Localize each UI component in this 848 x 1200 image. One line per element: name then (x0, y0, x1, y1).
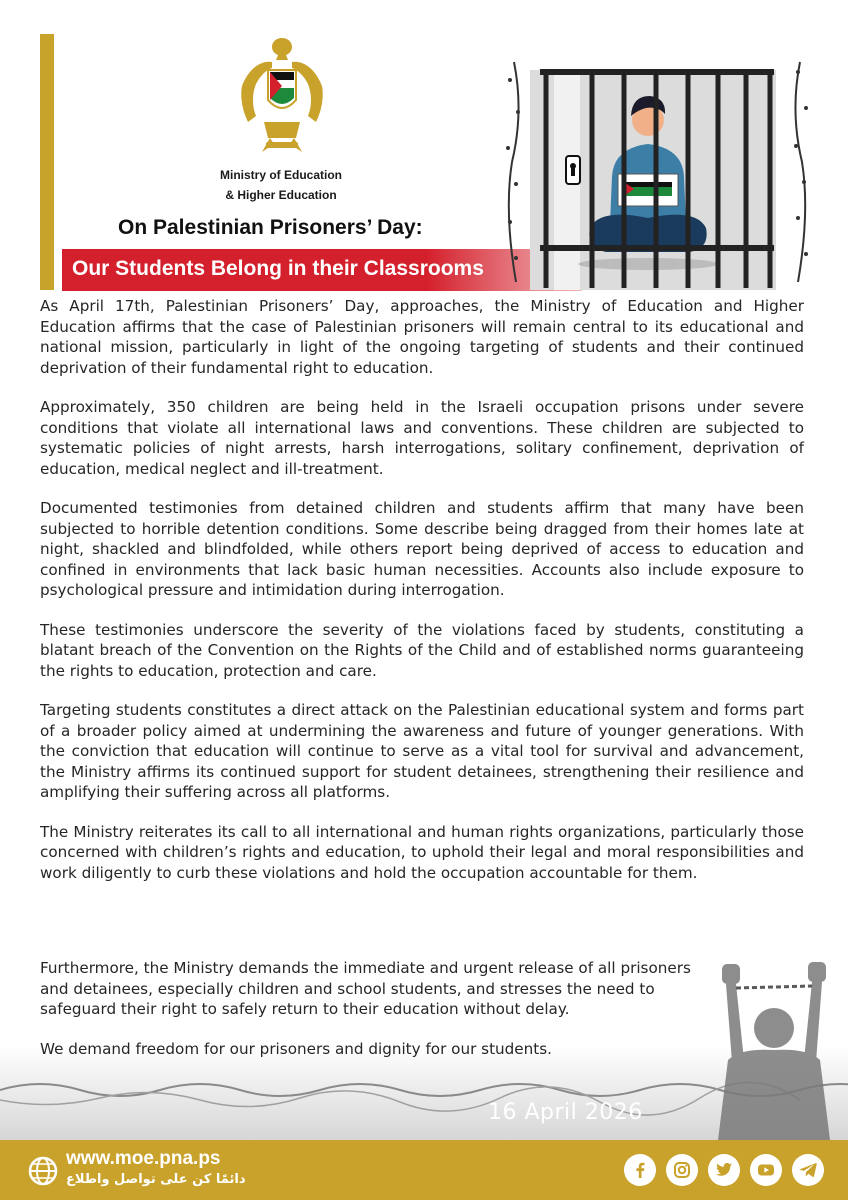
telegram-icon[interactable] (792, 1154, 824, 1186)
gold-accent-bar (40, 34, 54, 290)
paragraph-children-detained: Approximately, 350 children are being held in the Israeli occupation prisons under severe conditions that violate all international laws and conventions. These children are subjected to systematic policies of night arrests, harsh interrogations, solitary confinement, deprivation of education, medical neglect and ill-treatment. (40, 398, 804, 478)
headline: On Palestinian Prisoners’ Day: (118, 216, 423, 239)
paragraph-freedom: We demand freedom for our prisoners and dignity for our students. (40, 1039, 552, 1058)
banner-title: Our Students Belong in their Classrooms (72, 257, 484, 280)
paragraph-call-to-organizations: The Ministry reiterates its call to all international and human rights organizations, particularly those concerned with children’s rights and education, to uphold their legal and moral responsibilities and work diligently to curb these violations and hold the occupation accountable for them. (40, 822, 804, 882)
raised-fists-silhouette (700, 950, 848, 1140)
paragraph-release-demand: Furthermore, the Ministry demands the immediate and urgent release of all prisoners and detainees, especially children and school students, and stresses the need to safeguard their right to safely return to their education without delay. (40, 959, 691, 1018)
prison-cell-illustration (500, 52, 820, 292)
paragraph-targeting: Targeting students constitutes a direct attack on the Palestinian educational system and forms part of a broader policy aimed at undermining the awareness and future of younger generations. With the conviction that education will continue to serve as a vital tool for survival and advancement, the Ministry affirms its continued support for student detainees, strengthening their resilience and amplifying their suffering across all platforms. (40, 701, 804, 801)
website-link[interactable]: www.moe.pna.ps (66, 1148, 221, 1169)
social-links (624, 1154, 824, 1186)
instagram-icon[interactable] (666, 1154, 698, 1186)
paragraph-intro: As April 17th, Palestinian Prisoners’ Day, approaches, the Ministry of Education and Higher Education affirms that the case of Palestinian prisoners will remain central to its educational and national mission, particularly in light of the ongoing targeting of students and their continued deprivation of their fundamental right to education. (40, 297, 804, 377)
ministry-name-line2: & Higher Education (225, 188, 337, 202)
youtube-icon[interactable] (750, 1154, 782, 1186)
eagle-emblem-icon (232, 30, 332, 160)
closing-statement (40, 958, 708, 1078)
ministry-name (206, 165, 356, 205)
globe-icon (28, 1156, 58, 1186)
publication-date: 16 April 2026 (488, 1100, 643, 1125)
ministry-name-line1: Ministry of Education (219, 168, 342, 182)
twitter-icon[interactable] (708, 1154, 740, 1186)
facebook-icon[interactable] (624, 1154, 656, 1186)
footer-slogan: دائمًا كن على تواصل واطلاع (66, 1172, 246, 1187)
paragraph-violations: These testimonies underscore the severity of the violations faced by students, constituting a blatant breach of the Convention on the Rights of the Child and of established norms guaranteeing the rights to education, protection and care. (40, 620, 804, 680)
paragraph-testimonies: Documented testimonies from detained children and students affirm that many have been subjected to horrible detention conditions. Some describe being dragged from their homes late at night, shackled and blindfolded, while others report being deprived of access to education and confined in environments that lack basic human necessities. Accounts also include exposure to psychological pressure and intimidation during interrogation. (40, 499, 804, 599)
statement-body (40, 296, 804, 902)
